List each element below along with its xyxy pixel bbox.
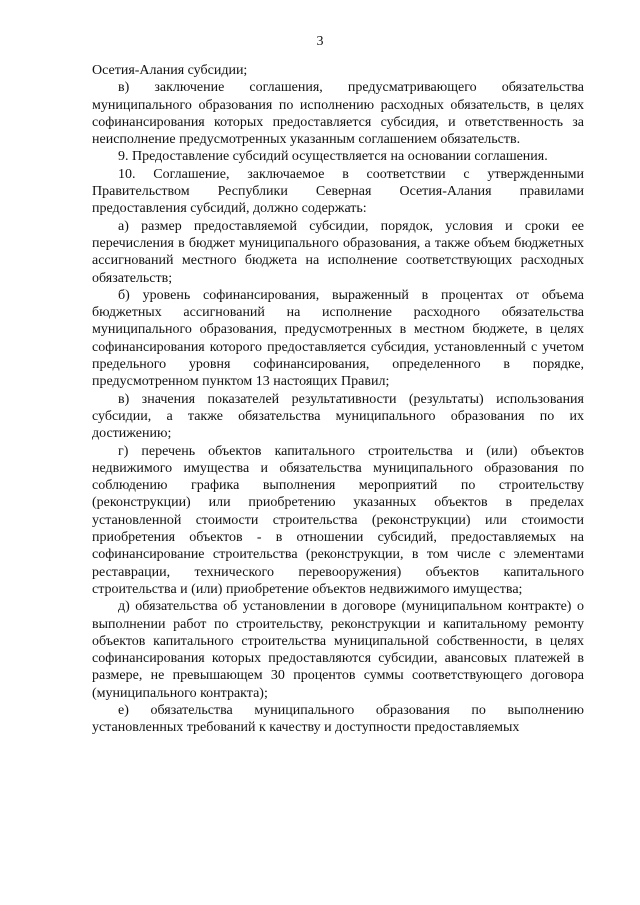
paragraph-clause-10: 10. Соглашение, заключаемое в соответствии с утвержденными Правительством Республики Северная Осетия-Алания правилами предоставления субсидий, должно содержать: bbox=[92, 166, 584, 217]
paragraph-item-a: а) размер предоставляемой субсидии, порядок, условия и сроки ее перечисления в бюджет муниципального образования, а также объем бюджетных ассигнований местного бюджета на исполнение соответствующих расходных обязательств; bbox=[92, 218, 584, 286]
paragraph-item-b: б) уровень софинансирования, выраженный в процентах от объема бюджетных ассигнований на исполнение расходного обязательства муниципального образования, предусмотренных в местном бюджете, в целях софинансирования которого предоставляется субсидия, установленный с учетом предельного уровня софинансирования, определенного в порядке, предусмотренном пунктом 13 настоящих Правил; bbox=[92, 287, 584, 390]
paragraph-clause-9: 9. Предоставление субсидий осуществляется на основании соглашения. bbox=[118, 149, 548, 165]
document-body bbox=[92, 62, 584, 737]
paragraph-item-g: г) перечень объектов капитального строительства и (или) объектов недвижимого имущества и обязательства муниципального образования по соблюдению графика выполнения мероприятий по строительству (реконструкции) или приобретению указанных объектов в пределах установленной стоимости строительства (реконструкции) или стоимости приобретения объектов - в отношении субсидий, предоставляемых на софинансирование строительства (реконструкции, в том числе с элементами реставрации, технического перевооружения) объектов капитального строительства и (или) приобретение объектов недвижимого имущества; bbox=[92, 443, 584, 597]
paragraph-item-v2: в) значения показателей результативности (результаты) использования субсидии, а также обязательства муниципального образования по их достижению; bbox=[92, 391, 584, 442]
paragraph-item-e: е) обязательства муниципального образования по выполнению установленных требований к качеству и доступности предоставляемых bbox=[92, 702, 584, 736]
paragraph-item-v: в) заключение соглашения, предусматривающего обязательства муниципального образования по исполнению расходных обязательств, в целях софинансирования которых предоставляется субсидия, и ответственность за неисполнение предусмотренных указанным соглашением обязательств. bbox=[92, 80, 584, 148]
page-number: 3 bbox=[316, 34, 324, 49]
paragraph-continuation: Осетия-Алания субсидии; bbox=[92, 63, 248, 78]
paragraph-item-d: д) обязательства об установлении в договоре (муниципальном контракте) о выполнении работ по строительству, реконструкции и капитальному ремонту объектов капитального строительства муниципальной собственности, в целях софинансирования которых предоставляются субсидии, авансовых платежей в размере, не превышающем 30 процентов суммы соответствующего договора (муниципального контракта); bbox=[92, 599, 584, 701]
